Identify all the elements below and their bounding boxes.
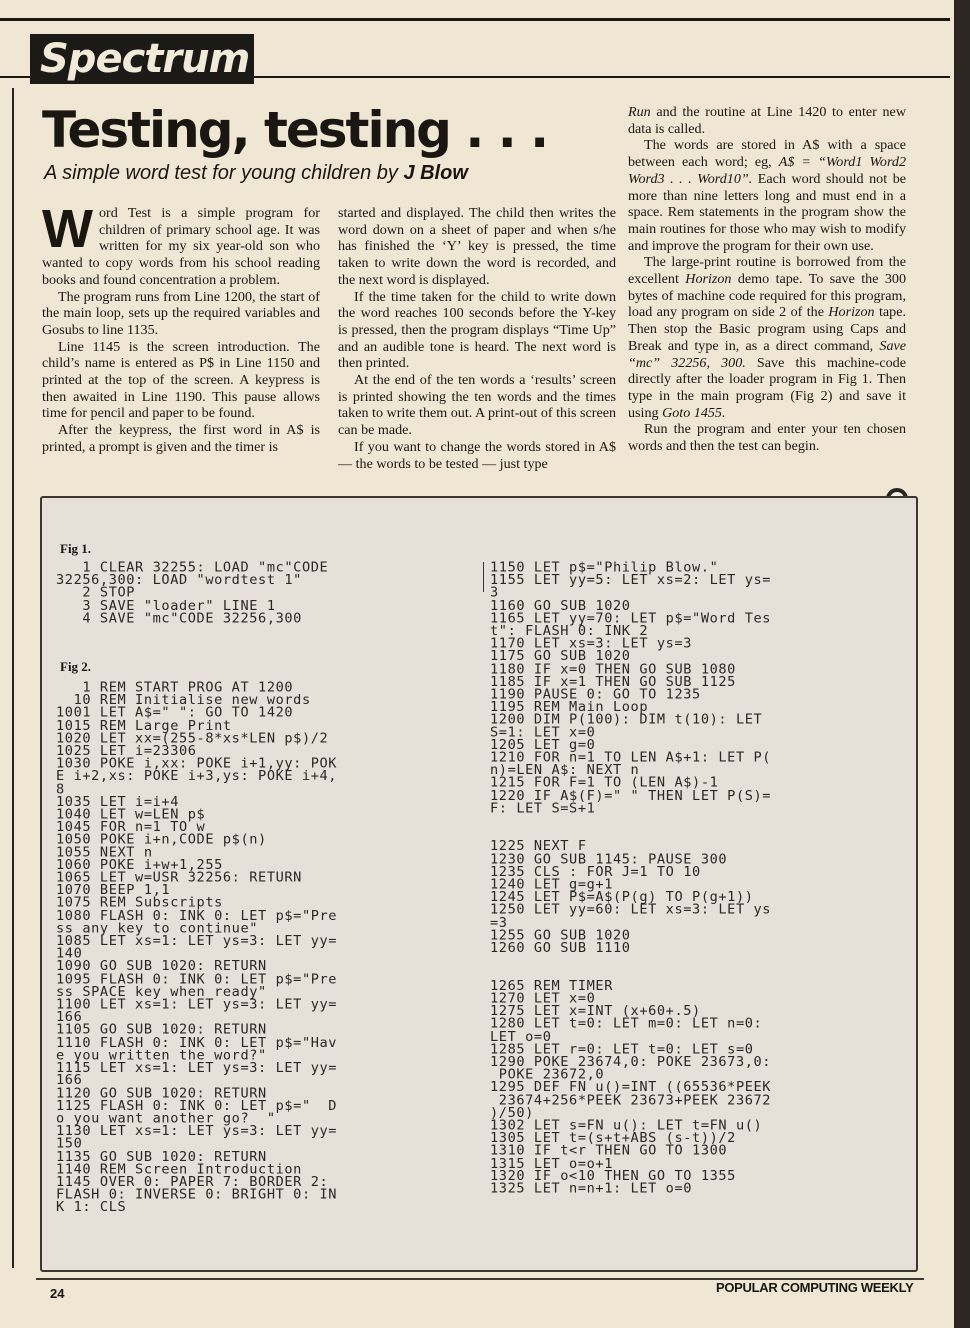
- listing-column-divider: [483, 562, 484, 592]
- top-rule: [0, 18, 950, 21]
- italic-term: Horizon: [828, 304, 875, 321]
- paragraph: [628, 137, 906, 254]
- paragraph-text: Save this machine-code directly after the loader program in Fig 1. Then type in the main program (Fig 2) and save it using: [628, 354, 906, 421]
- italic-term: Run: [628, 104, 651, 120]
- left-margin-rule: [12, 88, 14, 1268]
- body-column-2: [338, 205, 616, 472]
- paragraph: [42, 199, 320, 289]
- paragraph-text: Each word should not be more than nine letters long and must end in a space. Rem statements in the program show the main routines for those who may wish to modify and improve the program for their own use.: [628, 170, 906, 254]
- italic-term: Save “mc” 32256, 300.: [628, 337, 906, 371]
- drop-cap: W: [42, 199, 93, 259]
- paragraph: started and displayed. The child then writes the word down on a sheet of paper and when s/he has finished the ‘Y’ key is pressed, the time taken to write down the word is recorded, and the next word is displayed.: [338, 205, 616, 288]
- paragraph-text: ord Test is a simple program for children of primary school age. It was written for my six year-old son who wanted to copy words from his school reading books and found concentration a problem.: [42, 205, 320, 288]
- paragraph: If you want to change the words stored in A$ — the words to be tested — just type: [338, 438, 616, 472]
- section-tag: Spectrum: [30, 34, 254, 84]
- paragraph: [628, 254, 906, 421]
- paragraph: After the keypress, the first word in A$ is printed, a prompt is given and the timer is: [42, 422, 320, 455]
- italic-term: Goto 1455.: [662, 404, 726, 421]
- article-author: J Blow: [403, 162, 468, 184]
- italic-term: Horizon: [685, 271, 732, 288]
- fig2-code-listing-left: 1 REM START PROG AT 1200 10 REM Initialise new words 1001 LET A$=" ": GO TO 1420 1015 REM Large Print 1020 LET xx=(255-8*xs*LEN p$)/2 1025 LET i=23306 1030 POKE i,xx: POKE i+1,yy: POK E i+2,xs: POKE i+3,ys: POKE i+4, 8 1035 LET i=i+4 1040 LET w=LEN p$ 1045 FOR n=1 TO w 1050 POKE i+n,CODE p$(n) 1055 NEXT n 1060 POKE i+w+1,255 1065 LET w=USR 32256: RETURN 1070 BEEP 1,1 1075 REM Subscripts 1080 FLASH 0: INK 0: LET p$="Pre ss any key to continue" 1085 LET xs=1: LET ys=3: LET yy= 140 1090 GO SUB 1020: RETURN 1095 FLASH 0: INK 0: LET p$="Pre ss SPACE key when ready" 1100 LET xs=1: LET ys=3: LET yy= 166 1105 GO SUB 1020: RETURN 1110 FLASH 0: INK 0: LET p$="Hav e you written the word?" 1115 LET xs=1: LET ys=3: LET yy= 166 1120 GO SUB 1020: RETURN 1125 FLASH 0: INK 0: LET p$=" D o you want another go? " 1130 LET xs=1: LET ys=3: LET yy= 150 1135 GO SUB 1020: RETURN 1140 REM Screen Introduction 1145 OVER 0: PAPER 7: BORDER 2: FLASH 0: INVERSE 0: BRIGHT 0: IN K 1: CLS: [56, 680, 338, 1216]
- paragraph: If the time taken for the child to write down the word reaches 100 seconds before the Y-key is pressed, then the program displays “Time Up” and an audible tone is heard. The next word is then printed.: [338, 288, 616, 372]
- fig1-code-listing: 1 CLEAR 32255: LOAD "mc"CODE 32256,300: LOAD "wordtest 1" 2 STOP 3 SAVE "loader" LINE 1 4 SAVE "mc"CODE 32256,300: [56, 560, 329, 627]
- page-number: 24: [50, 1286, 65, 1301]
- paragraph: The program runs from Line 1200, the start of the main loop, sets up the required variables and Gosubs to line 1135.: [42, 288, 320, 338]
- paragraph-text: The large-print routine is borrowed from the excellent: [628, 254, 906, 288]
- publication-name: POPULAR COMPUTING WEEKLY: [716, 1280, 914, 1295]
- fig1-label: Fig 1.: [60, 541, 92, 556]
- paragraph-text: demo tape. To save the 300 bytes of machine code required for this program, load any program on side 2 of the: [628, 271, 906, 321]
- article-title: Testing, testing . . .: [42, 101, 548, 159]
- article-standfirst: [44, 162, 468, 185]
- italic-term: A$ = “Word1 Word2 Word3 . . . Word10”.: [628, 154, 906, 187]
- paragraph-text: tape. Then stop the Basic program using Caps and Break and type in, as a direct command,: [628, 304, 906, 354]
- paragraph: [628, 104, 906, 137]
- paragraph-text: The words are stored in A$ with a space between each word; eg,: [628, 137, 906, 171]
- fig2-code-listing-right: 1150 LET p$="Philip Blow." 1155 LET yy=5: LET xs=2: LET ys= 3 1160 GO SUB 1020 1165 LET yy=70: LET p$="Word Tes t": FLASH 0: INK 2 1170 LET xs=3: LET ys=3 1175 GO SUB 1020 1180 IF x=0 THEN GO SUB 1080 1185 IF x=1 THEN GO SUB 1125 1190 PAUSE 0: GO TO 1235 1195 REM Main Loop 1200 DIM P(100): DIM t(10): LET S=1: LET x=0 1205 LET g=0 1210 FOR n=1 TO LEN A$+1: LET P( n)=LEN A$: NEXT n 1215 FOR F=1 TO (LEN A$)-1 1220 IF A$(F)=" " THEN LET P(S)= F: LET S=S+1 1225 NEXT F 1230 GO SUB 1145: PAUSE 300 1235 CLS : FOR J=1 TO 10 1240 LET g=g+1 1245 LET P$=A$(P(g) TO P(g+1)) 1250 LET yy=60: LET xs=3: LET ys =3 1255 GO SUB 1020 1260 GO SUB 1110 1265 REM TIMER 1270 LET x=0 1275 LET x=INT (x+60+.5) 1280 LET t=0: LET m=0: LET n=0: LET o=0 1285 LET r=0: LET t=0: LET s=0 1290 POKE 23674,0: POKE 23673,0: POKE 23672,0 1295 DEF FN u()=INT ((65536*PEEK 23674+256*PEEK 23673+PEEK 23672 )/50) 1302 LET s=FN u(): LET t=FN u() 1305 LET t=(s+t+ABS (s-t))/2 1310 IF t<r THEN GO TO 1300 1315 LET o=o+1 1320 IF o<10 THEN GO TO 1355 1325 LET n=n+1: LET o=0: [490, 560, 772, 1197]
- body-column-1: [42, 199, 320, 456]
- standfirst-text: A simple word test for young children by: [44, 162, 404, 184]
- paragraph-text: and the routine at Line 1420 to enter new data is called.: [628, 104, 906, 137]
- body-column-3: [628, 104, 906, 455]
- paragraph: Line 1145 is the screen introduction. The child’s name is entered as P$ in Line 1150 and printed at the top of the screen. A keypress is then awaited in Line 1190. This pause allows time for pencil and paper to be found.: [42, 338, 320, 422]
- page-binding-edge: [954, 0, 970, 1328]
- fig2-label: Fig 2.: [60, 659, 92, 674]
- paragraph: Run the program and enter your ten chosen words and then the test can begin.: [628, 421, 906, 455]
- paragraph: At the end of the ten words a ‘results’ screen is printed showing the ten words and the times taken to write them out. A print-out of this screen can be made.: [338, 372, 616, 439]
